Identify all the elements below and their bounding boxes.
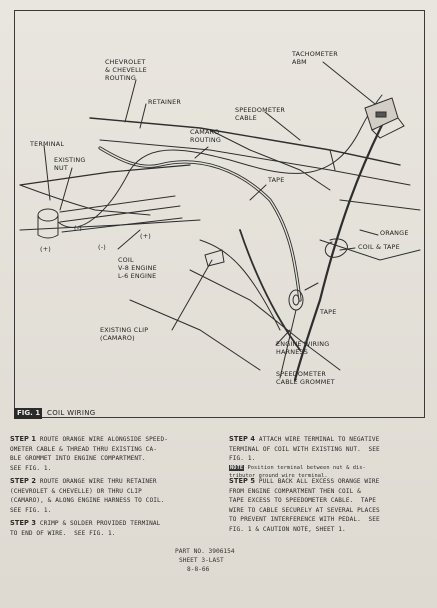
step-1-heading: STEP 1 (10, 435, 37, 443)
figure-caption (14, 406, 425, 420)
part-number-block (175, 547, 235, 574)
step-3-heading: STEP 3 (10, 519, 37, 527)
label-chevrolet-routing: CHEVROLET & CHEVELLE ROUTING (105, 58, 147, 82)
label-minus-top: (-) (74, 224, 82, 232)
label-engine-harness: ENGINE WIRING HARNESS (276, 340, 330, 356)
label-coil-engine: COIL V-8 ENGINE L-6 ENGINE (118, 256, 157, 280)
label-orange: ORANGE (380, 229, 409, 237)
step-5 (229, 477, 434, 535)
step-2 (10, 477, 215, 515)
label-tachometer: TACHOMETER ABM (292, 50, 338, 66)
label-tape-bottom: TAPE (320, 308, 337, 316)
step-5-heading: STEP 5 (229, 477, 256, 485)
step-1 (10, 435, 215, 473)
label-speedometer-cable: SPEEDOMETER CABLE (235, 106, 286, 122)
label-terminal: TERMINAL (30, 140, 65, 148)
step-3-text: CRIMP & SOLDER PROVIDED TERMINAL TO END OF WIRE. SEE FIG. 1. (10, 520, 161, 537)
label-existing-clip: EXISTING CLIP (CAMARO) (100, 326, 149, 342)
step-2-heading: STEP 2 (10, 477, 37, 485)
label-existing-nut: EXISTING NUT (54, 156, 86, 172)
label-retainer: RETAINER (148, 98, 182, 106)
note-tag: NOTE (230, 464, 244, 471)
figure-number: FIG. 1 (14, 408, 42, 419)
step-4 (229, 435, 429, 480)
step-5-text: PULL BACK ALL EXCESS ORANGE WIRE FROM ENGINE COMPARTMENT THEN COIL & TAPE EXCESS TO SPEEDOMETER CABLE. TAPE WIRE TO CABLE SECURELY AT SEVERAL PLACES TO PREVENT INTERFERENCE WITH PEDAL. SEE FIG. 1 & CAUTION NOTE, SHEET 1. (229, 478, 380, 533)
label-plus-top: (+) (140, 232, 151, 240)
part-number: PART NO. 3906154 (175, 548, 235, 555)
step-3 (10, 519, 215, 538)
note-text: Position terminal between nut & dis- tributor ground wire terminal. (229, 464, 366, 479)
issue-date: 8-8-66 (187, 566, 210, 573)
step-4-heading: STEP 4 (229, 435, 256, 443)
label-minus-bottom: (-) (98, 243, 106, 251)
step-2-text: ROUTE ORANGE WIRE THRU RETAINER (CHEVROLET & CHEVELLE) OR THRU CLIP (CAMARO), & ALONG ENGINE HARNESS TO COIL. SEE FIG. 1. (10, 478, 165, 514)
sheet-number: SHEET 3-LAST (179, 557, 224, 564)
figure-title: COIL WIRING (47, 409, 96, 417)
step-4-text: ATTACH WIRE TERMINAL TO NEGATIVE TERMINAL OF COIL WITH EXISTING NUT. SEE FIG. 1. (229, 436, 380, 463)
step-1-text: ROUTE ORANGE WIRE ALONGSIDE SPEED- OMETER CABLE & THREAD THRU EXISTING CA- BLE GROMMET INTO ENGINE COMPARTMENT. SEE FIG. 1. (10, 436, 168, 472)
label-coil-tape: COIL & TAPE (358, 243, 400, 251)
label-plus-bottom: (+) (40, 245, 51, 253)
label-tape-top: TAPE (268, 176, 285, 184)
label-speedometer-grommet: SPEEDOMETER CABLE GROMMET (276, 370, 335, 386)
label-camaro-routing: CAMARO ROUTING (190, 128, 222, 144)
